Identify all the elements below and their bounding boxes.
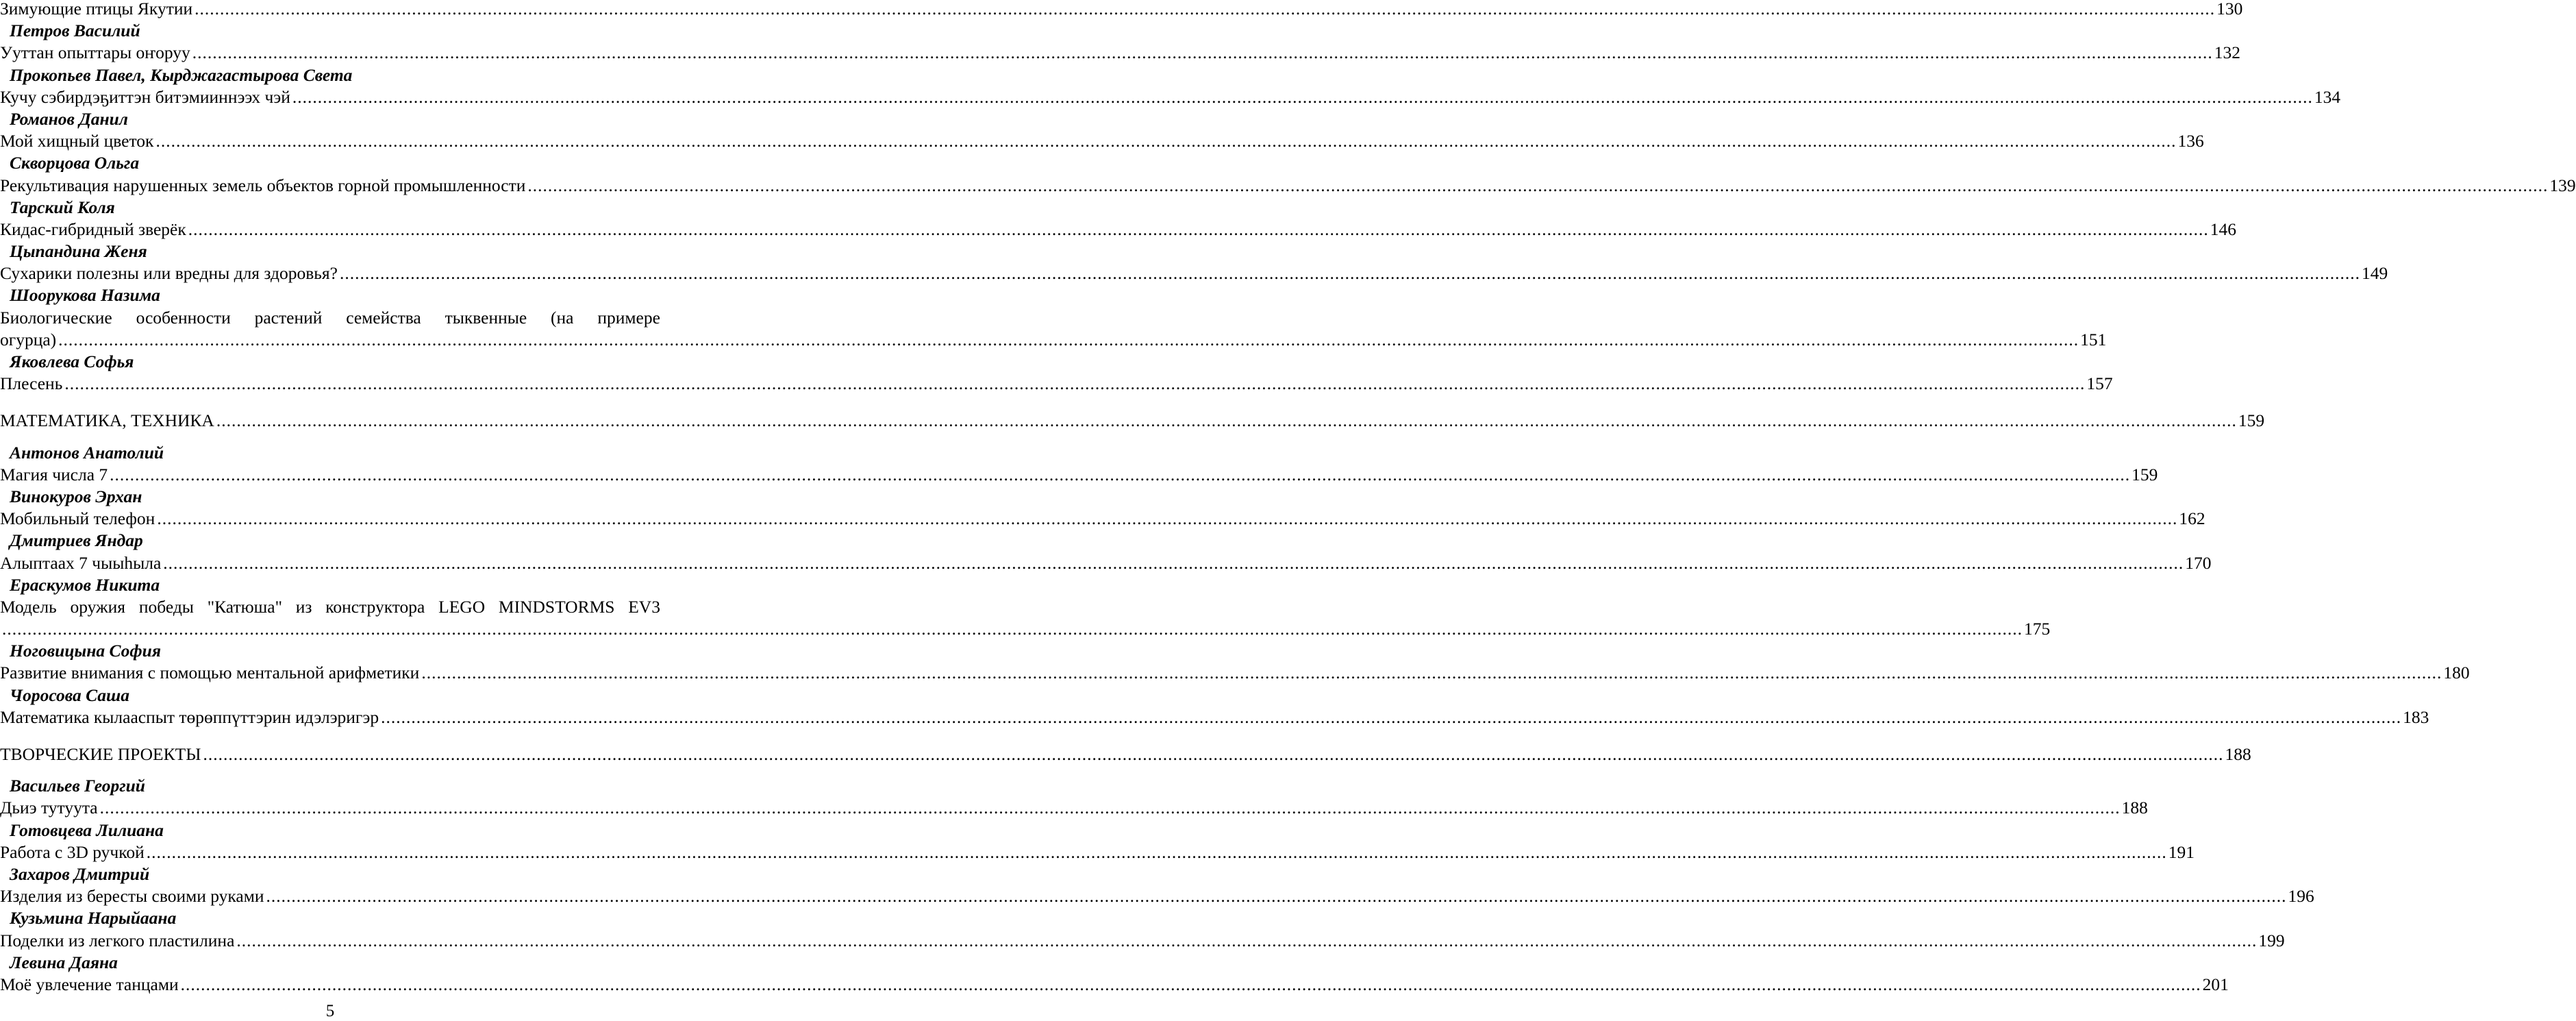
dot-leader: ................................................................................................................................................................................................................................................................................................................................................................................................................ — [2, 619, 2023, 639]
entry-title: Моё увлечение танцами — [0, 974, 179, 994]
dot-leader: ................................................................................................................................................................................................................................................................................................................................................................................................................ — [236, 930, 2258, 950]
toc-entry — [0, 841, 2194, 863]
dot-leader: ................................................................................................................................................................................................................................................................................................................................................................................................................ — [64, 373, 2086, 394]
word: особенности — [136, 307, 231, 328]
entry-title: Рекультивация нарушенных земель объектов горной промышленности — [0, 175, 526, 195]
toc-entry — [0, 373, 2113, 395]
entry-page-number: 199 — [2258, 930, 2285, 950]
author-name: Яковлева Софья — [10, 352, 134, 371]
entry-page-number: 157 — [2086, 373, 2113, 394]
entry-title: ТВОРЧЕСКИЕ ПРОЕКТЫ — [0, 744, 201, 764]
entry-title: Изделия из бересты своими руками — [0, 886, 264, 907]
author-name: Готовцева Лилиана — [10, 820, 164, 840]
entry-title: Алыптаах 7 чыыһыла — [0, 552, 162, 573]
entry-title: Работа с 3D ручкой — [0, 841, 145, 862]
word: конструктора — [325, 596, 425, 617]
word: "Катюша" — [207, 596, 282, 617]
dot-leader: ................................................................................................................................................................................................................................................................................................................................................................................................................ — [163, 552, 2184, 573]
word: тыквенные — [445, 307, 527, 328]
entry-page-number: 134 — [2314, 86, 2341, 107]
toc-entry — [0, 930, 2285, 952]
section-heading — [0, 743, 2251, 765]
entry-title: Кучу сэбирдэҕиттэн битэмииннээх чэй — [0, 86, 290, 107]
entry-title: Ууттан опыттары оҥоруу — [0, 42, 190, 63]
entry-title: Сухарики полезны или вредны для здоровья? — [0, 263, 338, 284]
dot-leader: ................................................................................................................................................................................................................................................................................................................................................................................................................ — [381, 706, 2402, 727]
toc-entry — [0, 618, 2051, 640]
toc-entry — [0, 552, 2212, 574]
entry-page-number: 196 — [2288, 886, 2314, 907]
entry-page-number: 183 — [2403, 706, 2429, 727]
entry-page-number: 159 — [2238, 410, 2265, 431]
entry-title: Кидас-гибридный зверёк — [0, 219, 186, 239]
entry-title: Зимующие птицы Якутии — [0, 0, 193, 19]
author-name: Петров Василий — [10, 21, 140, 41]
entry-page-number: 139 — [2549, 175, 2576, 195]
author-name: Прокопьев Павел, Кырджагастырова Света — [10, 64, 353, 85]
entry-page-number: 151 — [2080, 329, 2107, 349]
toc-entry — [0, 262, 2388, 284]
dot-leader: ................................................................................................................................................................................................................................................................................................................................................................................................................ — [146, 841, 2167, 862]
entry-page-number: 136 — [2177, 131, 2204, 151]
entry-page-number: 132 — [2214, 42, 2240, 63]
entry-page-number: 159 — [2131, 464, 2158, 484]
dot-leader: ................................................................................................................................................................................................................................................................................................................................................................................................................ — [292, 86, 2313, 107]
entry-title-line — [0, 307, 660, 329]
entry-title: Мой хищный цветок — [0, 131, 154, 151]
dot-leader: ................................................................................................................................................................................................................................................................................................................................................................................................................ — [339, 263, 2360, 284]
toc-entry — [0, 175, 2576, 197]
entry-title: Развитие внимания с помощью ментальной арифметики — [0, 663, 420, 683]
toc-entry — [0, 42, 2240, 64]
dot-leader: ................................................................................................................................................................................................................................................................................................................................................................................................................ — [421, 663, 2442, 683]
entry-title: огурца) — [0, 329, 57, 349]
author-name: Дмитриев Яндар — [10, 530, 143, 551]
word: семейства — [346, 307, 421, 328]
toc-entry — [0, 329, 2107, 351]
author-name: Васильев Георгий — [10, 776, 145, 796]
word: оружия — [70, 596, 126, 617]
section-heading — [0, 410, 2265, 432]
toc-entry — [0, 508, 2205, 530]
page-number: 5 — [325, 1002, 335, 1020]
entry-title: Математика кылааспыт төрөппүттэрин идэлэригэр — [0, 706, 379, 727]
author-name: Тарский Коля — [10, 197, 115, 217]
dot-leader: ................................................................................................................................................................................................................................................................................................................................................................................................................ — [203, 744, 2224, 764]
toc-entry — [0, 974, 2229, 996]
toc-entry — [0, 885, 2314, 907]
word: MINDSTORMS — [498, 596, 615, 617]
dot-leader: ................................................................................................................................................................................................................................................................................................................................................................................................................ — [188, 219, 2209, 239]
word: Модель — [0, 596, 57, 617]
toc-entry — [0, 130, 2204, 152]
dot-leader: ................................................................................................................................................................................................................................................................................................................................................................................................................ — [216, 410, 2237, 431]
author-name: Романов Данил — [10, 108, 128, 129]
entry-title: Плесень — [0, 373, 63, 394]
dot-leader: ................................................................................................................................................................................................................................................................................................................................................................................................................ — [527, 175, 2549, 195]
toc-entry — [0, 797, 2148, 819]
dot-leader: ................................................................................................................................................................................................................................................................................................................................................................................................................ — [99, 798, 2121, 818]
dot-leader: ................................................................................................................................................................................................................................................................................................................................................................................................................ — [266, 886, 2287, 907]
entry-page-number: 191 — [2168, 841, 2194, 862]
author-name: Чоросова Саша — [10, 685, 130, 705]
author-name: Ераскумов Никита — [10, 574, 160, 595]
author-name: Цыпандина Женя — [10, 241, 147, 262]
word: LEGO — [438, 596, 486, 617]
author-name: Скворцова Ольга — [10, 153, 140, 173]
entry-page-number: 201 — [2202, 974, 2229, 994]
toc-entry — [0, 0, 2243, 20]
author-name: Захаров Дмитрий — [10, 863, 150, 884]
entry-page-number: 149 — [2361, 263, 2388, 284]
entry-page-number: 146 — [2210, 219, 2236, 239]
toc-entry — [0, 662, 2470, 684]
entry-page-number: 188 — [2121, 798, 2148, 818]
word: примере — [597, 307, 660, 328]
word: Биологические — [0, 307, 112, 328]
dot-leader: ................................................................................................................................................................................................................................................................................................................................................................................................................ — [195, 0, 2216, 19]
toc-entry — [0, 464, 2158, 486]
entry-title: Мобильный телефон — [0, 508, 155, 529]
word: победы — [138, 596, 194, 617]
author-name: Левина Даяна — [10, 952, 118, 972]
entry-title: Магия числа 7 — [0, 464, 108, 484]
entry-title: Поделки из легкого пластилина — [0, 930, 235, 950]
word: из — [295, 596, 312, 617]
dot-leader: ................................................................................................................................................................................................................................................................................................................................................................................................................ — [157, 508, 2178, 529]
author-name: Ноговицына София — [10, 641, 161, 661]
entry-page-number: 180 — [2443, 663, 2470, 683]
toc-entry — [0, 86, 2341, 108]
entry-page-number: 162 — [2179, 508, 2205, 529]
author-name: Кузьмина Нарыйаана — [10, 908, 177, 928]
author-name: Антонов Анатолий — [10, 442, 164, 463]
dot-leader: ................................................................................................................................................................................................................................................................................................................................................................................................................ — [155, 131, 2177, 151]
entry-title-line — [0, 596, 660, 618]
dot-leader: ................................................................................................................................................................................................................................................................................................................................................................................................................ — [58, 329, 2079, 349]
entry-title: МАТЕМАТИКА, ТЕХНИКА — [0, 410, 214, 431]
entry-page-number: 188 — [2225, 744, 2251, 764]
entry-page-number: 170 — [2185, 552, 2212, 573]
entry-title: Дьиэ тутуута — [0, 798, 98, 818]
dot-leader: ................................................................................................................................................................................................................................................................................................................................................................................................................ — [180, 974, 2201, 994]
dot-leader: ................................................................................................................................................................................................................................................................................................................................................................................................................ — [192, 42, 2213, 63]
word: (на — [551, 307, 574, 328]
author-name: Шоорукова Назима — [10, 285, 160, 306]
author-name: Винокуров Эрхан — [10, 486, 142, 506]
entry-page-number: 175 — [2024, 619, 2051, 639]
word: растений — [254, 307, 323, 328]
toc-entry — [0, 706, 2429, 728]
dot-leader: ................................................................................................................................................................................................................................................................................................................................................................................................................ — [110, 464, 2131, 484]
toc-entry — [0, 219, 2236, 241]
entry-page-number: 130 — [2216, 0, 2243, 19]
word: EV3 — [628, 596, 660, 617]
